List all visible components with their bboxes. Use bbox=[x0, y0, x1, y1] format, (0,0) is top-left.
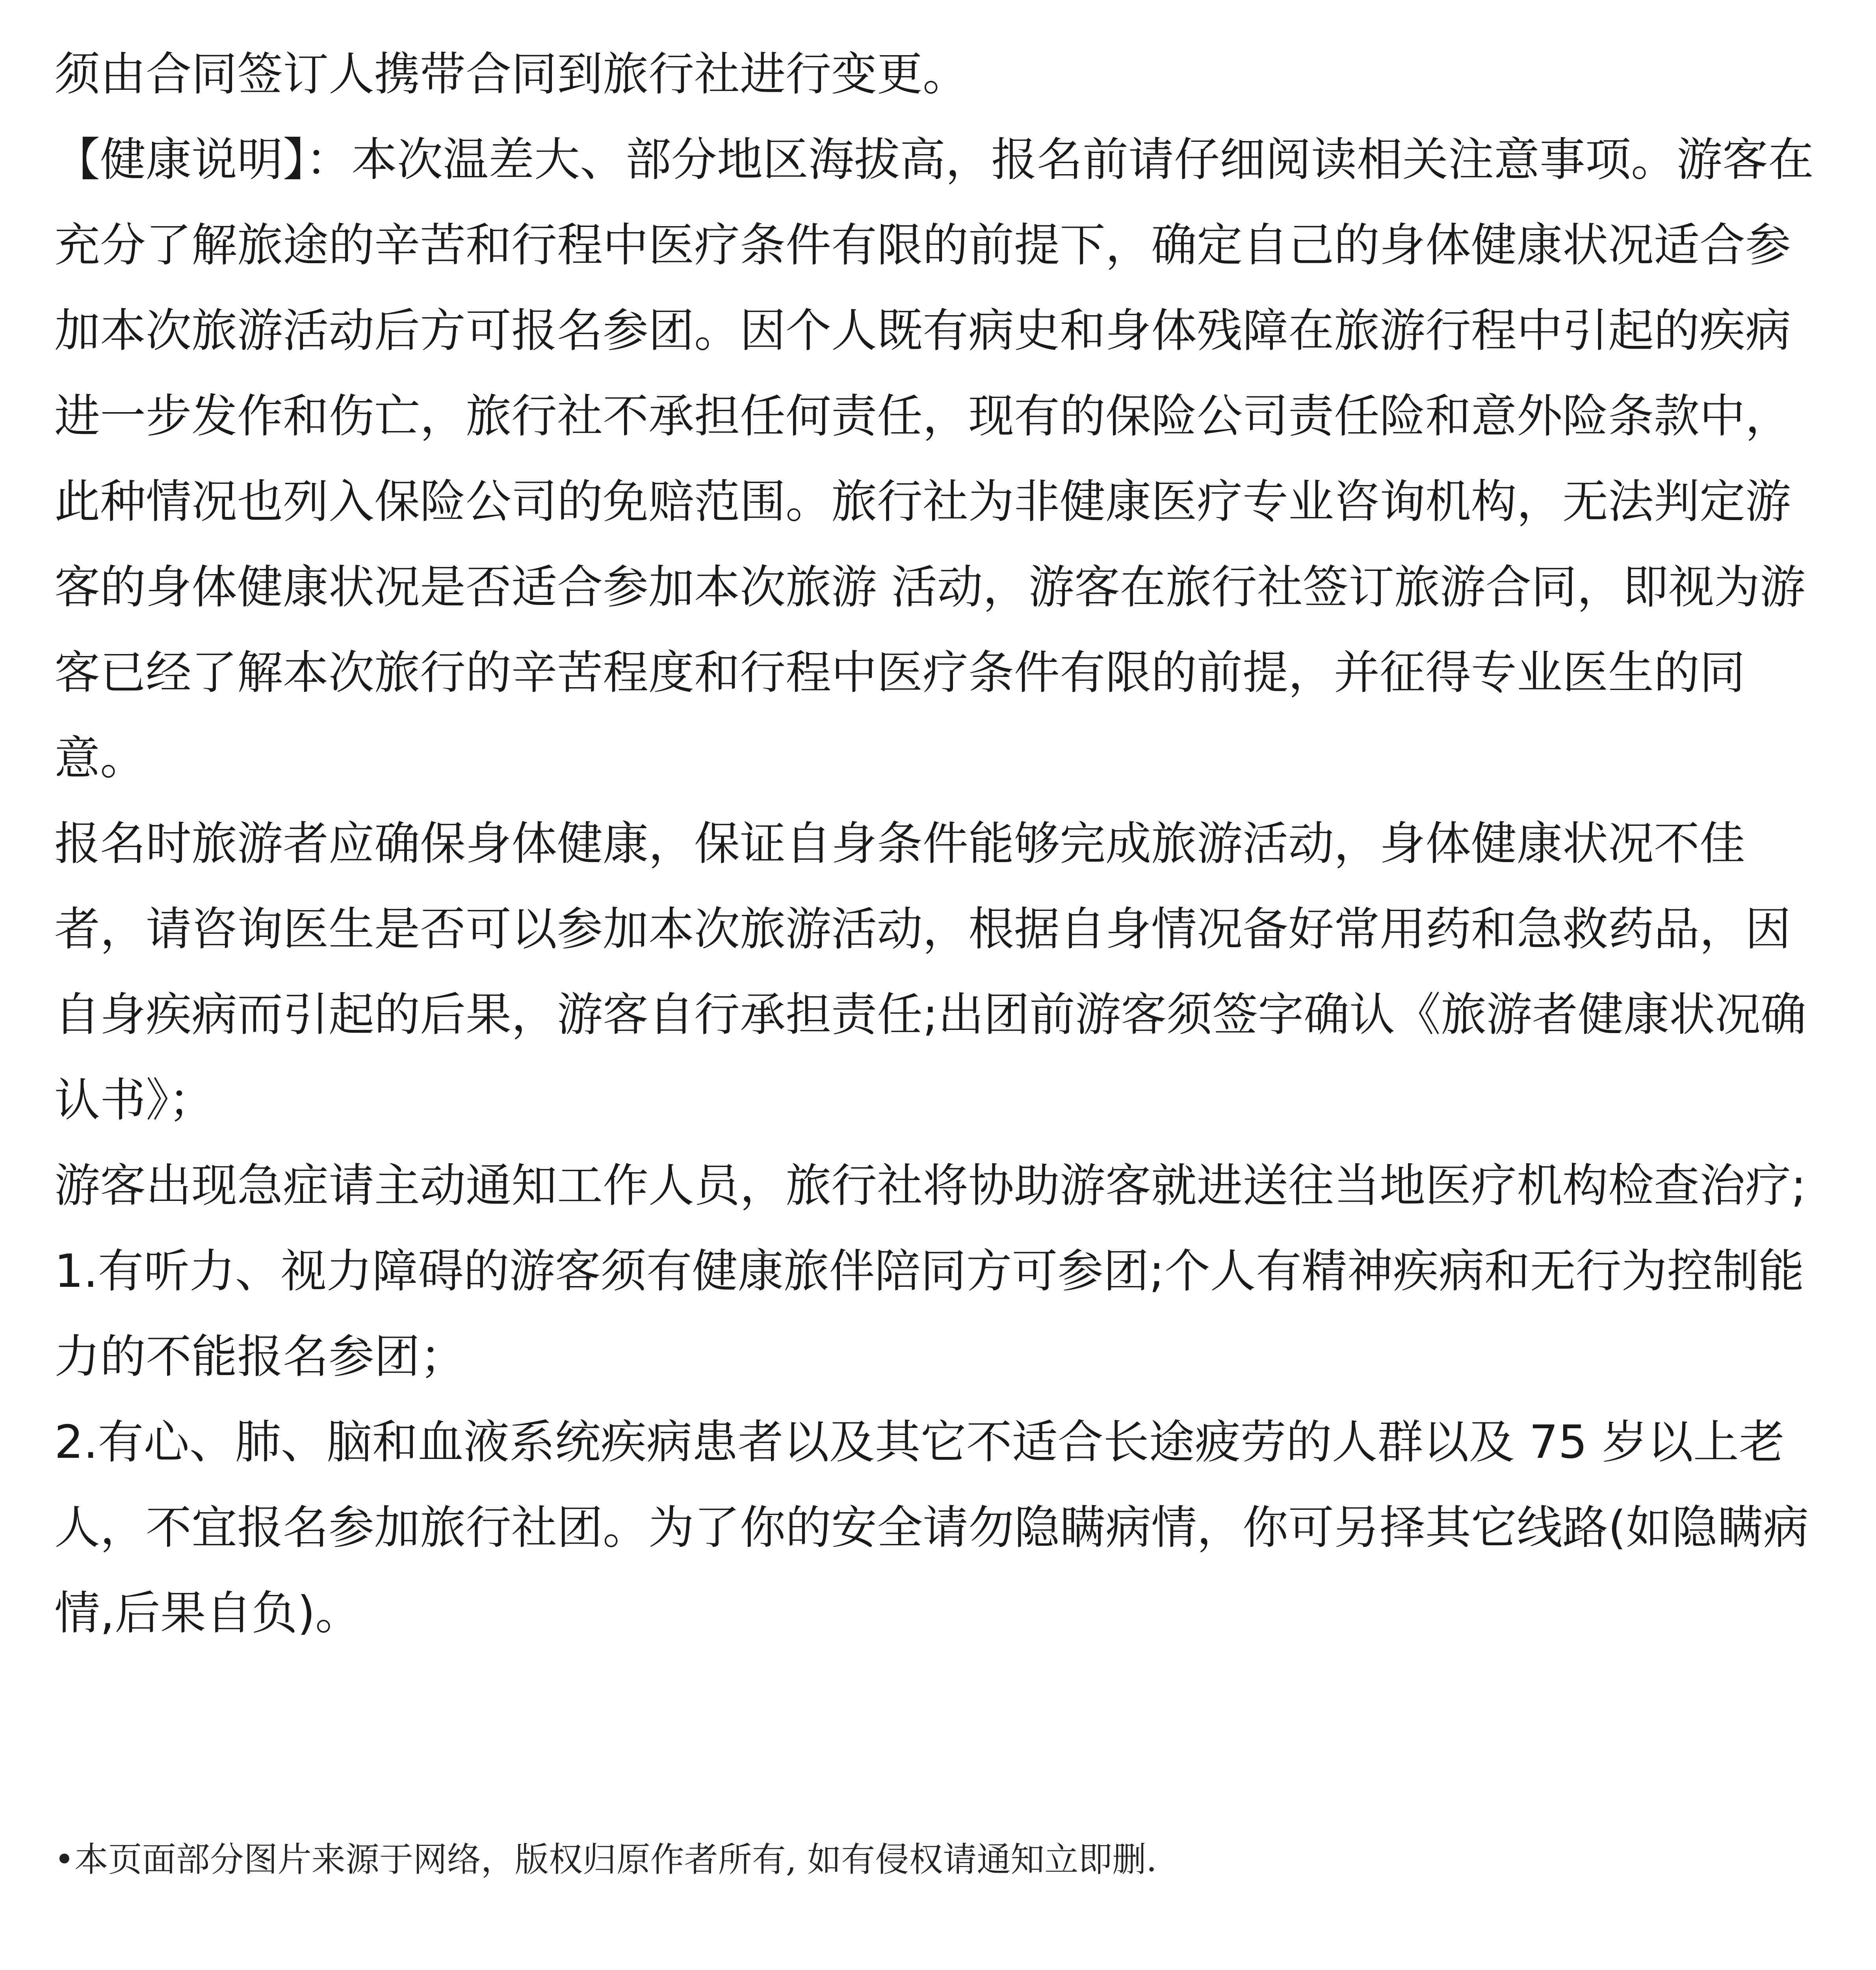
copyright-footnote: •本页面部分图片来源于网络，版权归原作者所有, 如有侵权请通知立即删. bbox=[54, 1840, 1157, 1879]
paragraph-item-1: 1.有听力、视力障碍的游客须有健康旅伴陪同方可参团;个人有精神疾病和无行为控制能力的不能报名参团； bbox=[54, 1245, 1804, 1383]
paragraph-health-requirement: 报名时旅游者应确保身体健康，保证自身条件能够完成旅游活动，身体健康状况不佳者，请咨询医生是否可以参加本次旅游活动，根据自身情况备好常用药和急救药品，因自身疾病而引起的后果，游客自行承担责任;出团前游客须签字确认《旅游者健康状况确认书》； bbox=[54, 817, 1807, 1127]
paragraph-contract-change: 须由合同签订人携带合同到旅行社进行变更。 bbox=[54, 48, 968, 101]
paragraph-item-2: 2.有心、肺、脑和血液系统疾病患者以及其它不适合长途疲劳的人群以及 75 岁以上老人，不宜报名参加旅行社团。为了你的安全请勿隐瞒病情，你可另择其它线路(如隐瞒病情,后果自负)。 bbox=[54, 1416, 1809, 1640]
document-body bbox=[54, 32, 1831, 1656]
paragraph-health-notice: 【健康说明】：本次温差大、部分地区海拔高，报名前请仔细阅读相关注意事项。游客在充分了解旅途的辛苦和行程中医疗条件有限的前提下，确定自己的身体健康状况适合参加本次旅游活动后方可报名参团。因个人既有病史和身体残障在旅游行程中引起的疾病进一步发作和伤亡，旅行社不承担任何责任，现有的保险公司责任险和意外险条款中，此种情况也列入保险公司的免赔范围。旅行社为非健康医疗专业咨询机构，无法判定游客的身体健康状况是否适合参加本次旅游 活动，游客在旅行社签订旅游合同，即视为游客已经了解本次旅行的辛苦程度和行程中医疗条件有限的前提，并征得专业医生的同意。 bbox=[54, 133, 1814, 785]
paragraph-emergency: 游客出现急症请主动通知工作人员，旅行社将协助游客就进送往当地医疗机构检查治疗; bbox=[54, 1159, 1807, 1212]
